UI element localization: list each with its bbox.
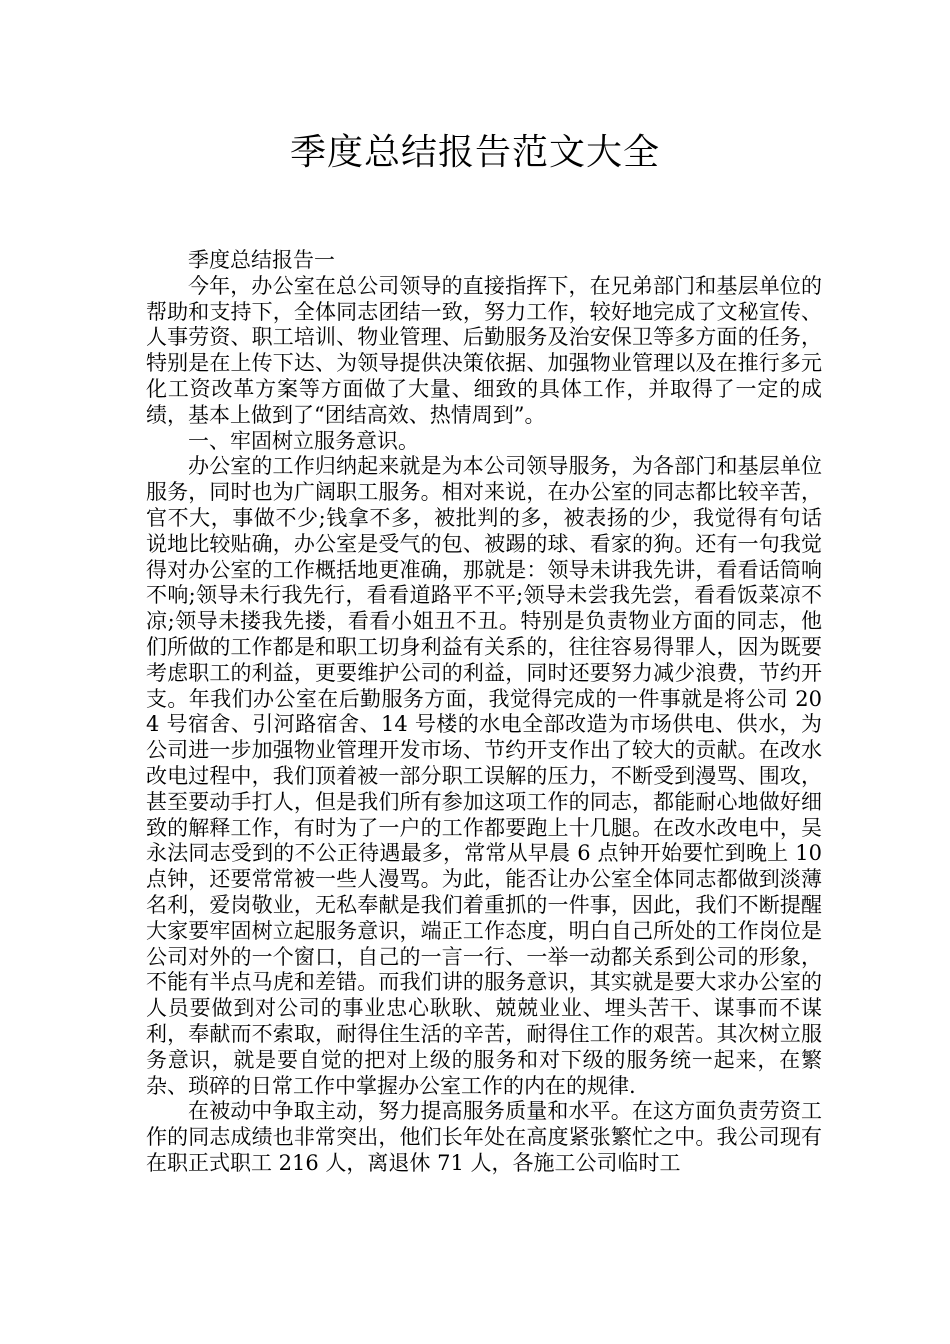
section-heading: 季度总结报告一	[188, 248, 335, 272]
document-title: 季度总结报告范文大全	[289, 132, 660, 173]
body-paragraph: 在被动中争取主动，努力提高服务质量和水平。在这方面负责劳资工作的同志成绩也非常突出，他们长年处在高度紧张繁忙之中。我公司现有在职正式职工 216 人，离退休 71 人，各施工公司临时工	[146, 1099, 822, 1175]
section-heading: 一、牢固树立服务意识。	[188, 428, 419, 453]
body-paragraph: 今年，办公室在总公司领导的直接指挥下，在兄弟部门和基层单位的帮助和支持下，全体同志团结一致，努力工作，较好地完成了文秘宣传、人事劳资、职工培训、物业管理、后勤服务及治安保卫等多方面的任务，特别是在上传下达、为领导提供决策依据、加强物业管理以及在推行多元化工资改革方案等方面做了大量、细致的具体工作，并取得了一定的成绩，基本上做到了“团结高效、热情周到”。	[146, 273, 822, 427]
body-paragraph: 办公室的工作归纳起来就是为本公司领导服务，为各部门和基层单位服务，同时也为广阔职工服务。相对来说，在办公室的同志都比较辛苦，官不大，事做不少;钱拿不多，被批判的多，被表扬的少，我觉得有句话说地比较贴确，办公室是受气的包、被踢的球、看家的狗。还有一句我觉得对办公室的工作概括地更准确，那就是：领导未讲我先讲，看看话筒响不响;领导未行我先行，看看道路平不平;领导未尝我先尝，看看饭菜凉不凉;领导未搂我先搂，看看小姐丑不丑。特别是负责物业方面的同志，他们所做的工作都是和职工切身利益有关系的，往往容易得罪人，因为既要考虑职工的利益，更要维护公司的利益，同时还要努力减少浪费，节约开支。年我们办公室在后勤服务方面，我觉得完成的一件事就是将公司 204 号宿舍、引河路宿舍、14 号楼的水电全部改造为市场供电、供水，为公司进一步加强物业管理开发市场、节约开支作出了较大的贡献。在改水改电过程中，我们顶着被一部分职工误解的压力，不断受到漫骂、围攻，甚至要动手打人，但是我们所有参加这项工作的同志，都能耐心地做好细致的解释工作，有时为了一户的工作都要跑上十几腿。在改水改电中，吴永法同志受到的不公正待遇最多，常常从早晨 6 点钟开始要忙到晚上 10 点钟，还要常常被一些人漫骂。为此，能否让办公室全体同志都做到淡薄名利，爱岗敬业，无私奉献是我们着重抓的一件事，因此，我们不断提醒大家要牢固树立起服务意识，端正工作态度，明白自己所处的工作岗位是公司对外的一个窗口，自己的一言一行、一举一动都关系到公司的形象，不能有半点马虎和差错。而我们讲的服务意识，其实就是要大求办公室的人员要做到对公司的事业忠心耿耿、兢兢业业、埋头苦干、谋事而不谋利，奉献而不索取，耐得住生活的辛苦，耐得住工作的艰苦。其次树立服务意识，就是要自觉的把对上级的服务和对下级的服务统一起来，在繁杂、琐碎的日常工作中掌握办公室工作的内在的规律.	[146, 454, 822, 1098]
document-body	[146, 248, 822, 1177]
